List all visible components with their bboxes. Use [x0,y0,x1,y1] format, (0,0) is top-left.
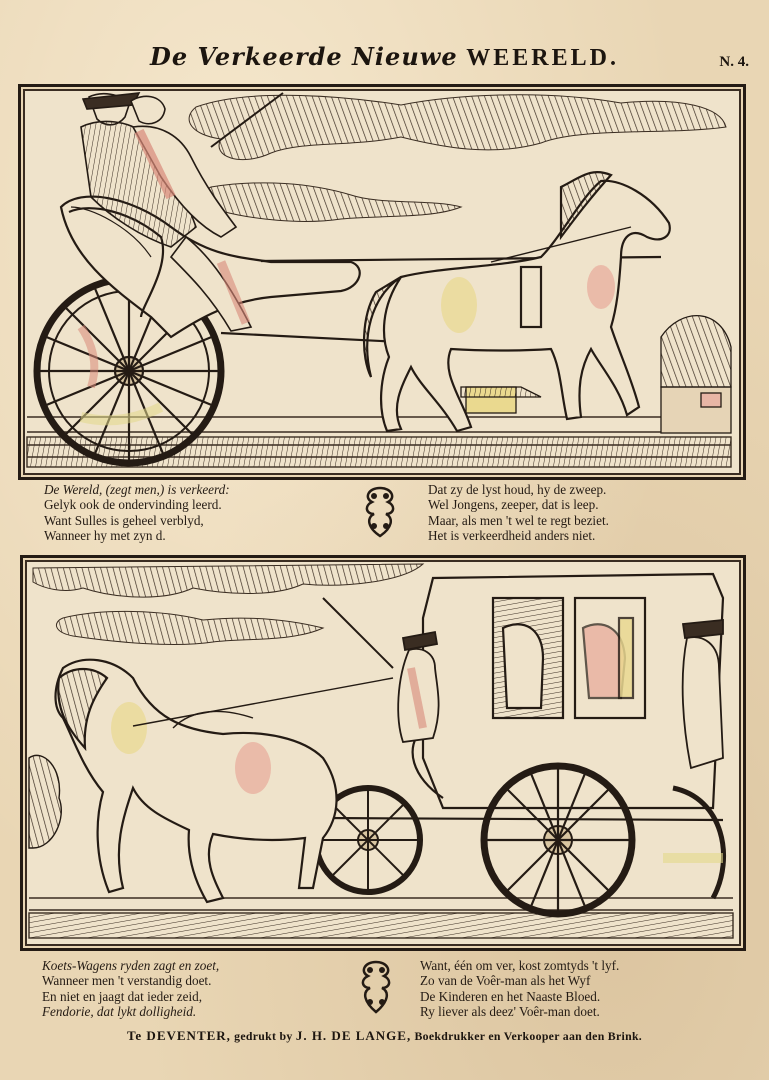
verse-line: Want Sulles is geheel verblyd, [44,512,204,528]
verse-line: Want, één om ver, kost zomtyds 't lyf. [420,958,620,973]
imprint-printer: J. H. DE LANGE, [295,1028,412,1043]
woodcut-coach [20,555,746,951]
page-title [0,42,769,72]
verse-line: Zo van de Voêr-man als het Wyf [420,973,591,989]
coachman [323,598,439,742]
verse-2-left [42,958,219,1020]
verse-1-right [428,482,609,544]
sheet-number: N. 4. [719,54,749,70]
verse-2-right [420,958,619,1020]
clouds [33,564,423,644]
imprint-trade: Boekdrukker en Verkooper aan den Brink. [414,1029,643,1043]
ground [29,898,733,938]
verse-line: Wel Jongens, zeeper, dat is leep. [428,497,599,513]
woodcut-gig [18,84,746,480]
coach-body [323,574,723,820]
verse-line: Ry liever als deez' Voêr-man doet. [420,1004,600,1020]
ornament-icon [356,958,396,1016]
verse-line: Wanneer men 't verstandig doet. [42,973,212,989]
verse-line: Koets-Wagens ryden zagt en zoet, [42,958,220,973]
imprint-line [0,1028,769,1044]
bush [29,755,61,848]
title-caps: WEERELD. [466,45,619,71]
verse-line: Fendorie, dat lykt dolligheid. [42,1004,197,1020]
verse-line: De Wereld, (zegt men,) is verkeerd: [44,482,230,497]
gig-illustration [21,87,737,471]
title-gothic: De Verkeerde Nieuwe [150,42,458,71]
verse-1-left [44,482,230,544]
verse-line: Gelyk ook de ondervinding leerd. [44,497,222,513]
coach-illustration [23,558,737,942]
ornament-icon [360,484,400,540]
verse-line: Dat zy de lyst houd, hy de zweep. [428,482,607,497]
verse-line: Maar, als men 't wel te regt beziet. [428,512,609,528]
verse-line: De Kinderen en het Naaste Bloed. [420,988,601,1004]
imprint-place: Te DEVENTER, [126,1028,231,1043]
verse-line: Wanneer hy met zyn d. [44,528,166,544]
verse-line: En niet en jaagt dat ieder zeid, [42,988,203,1004]
imprint-printed: gedrukt by [234,1029,293,1043]
verse-line: Het is verkeerdheid anders niet. [428,528,596,544]
